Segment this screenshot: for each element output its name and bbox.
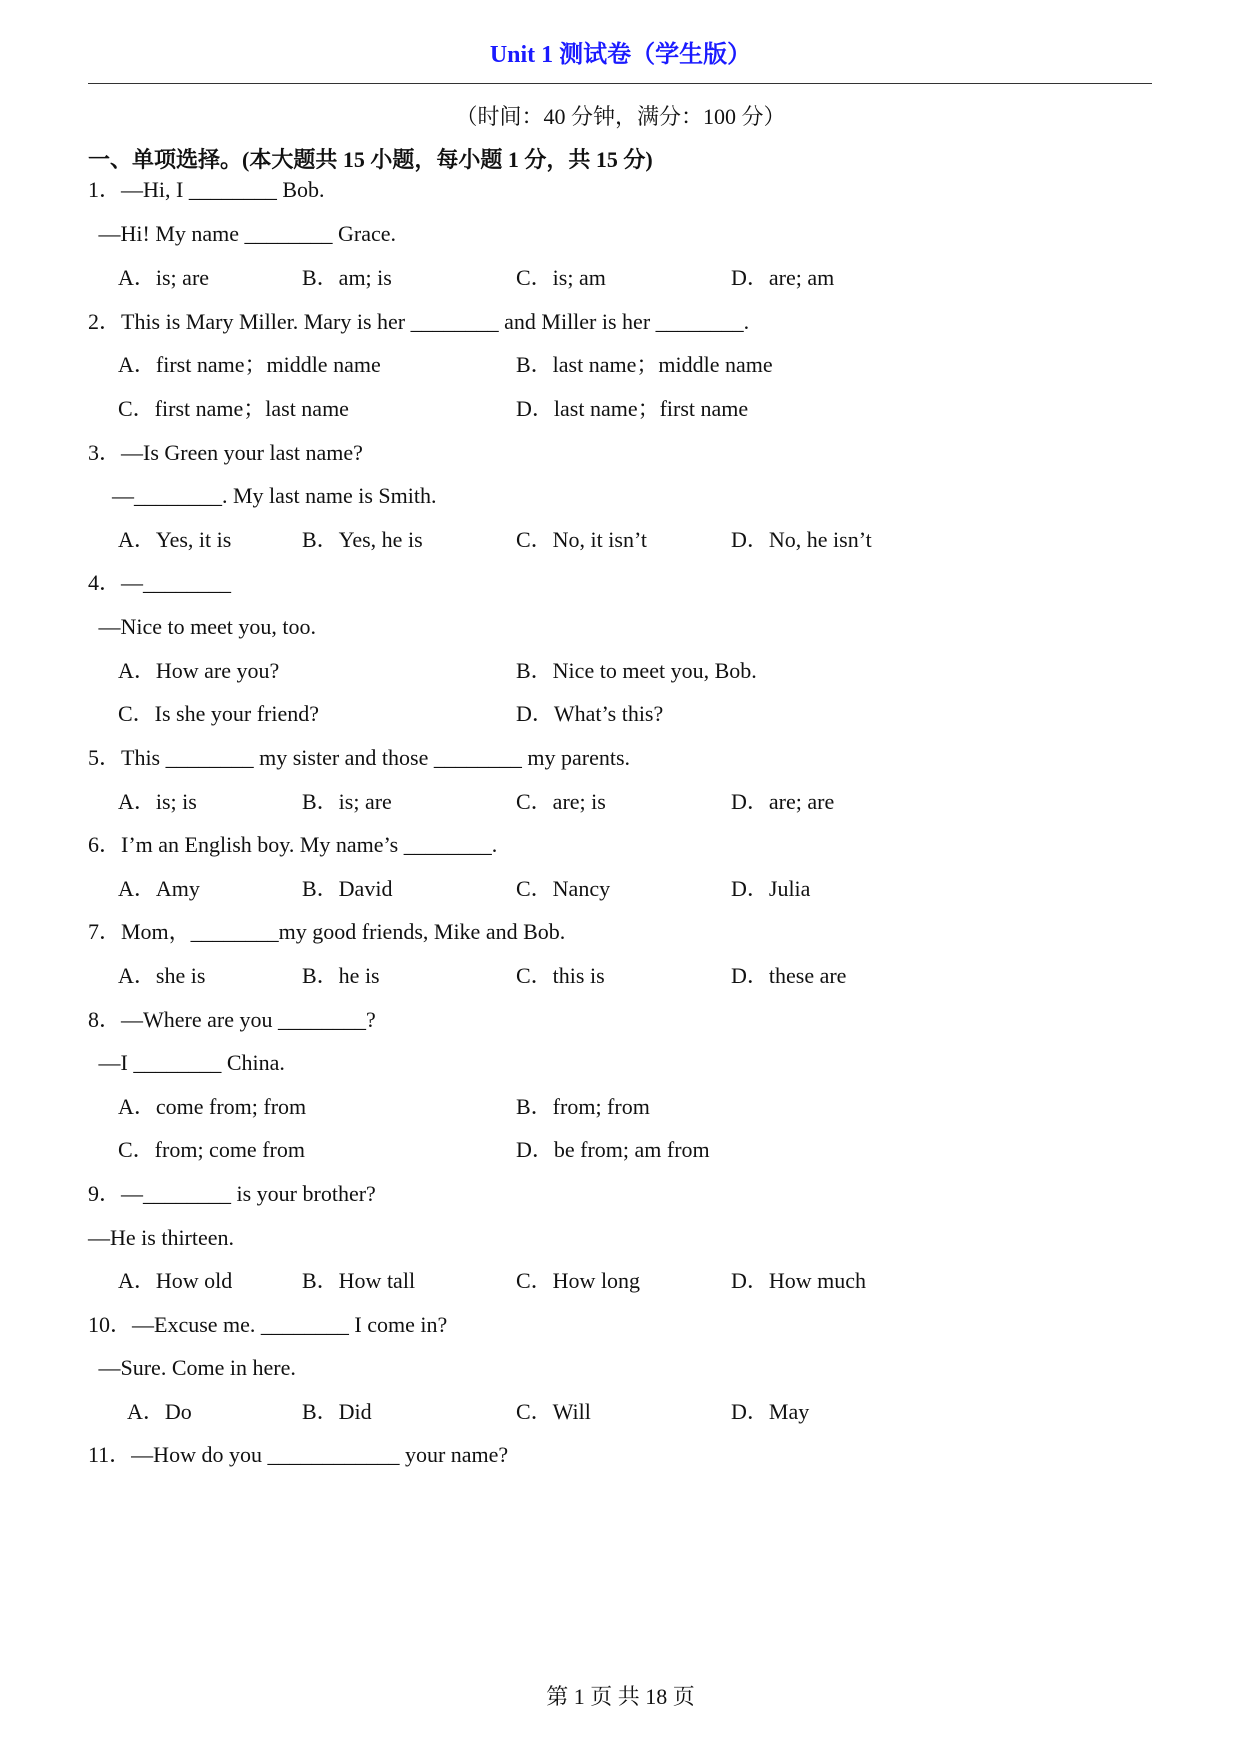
question-3-option-a: A．Yes, it is [118, 527, 232, 552]
question-2-option-d: D．last name；first name [516, 396, 749, 421]
question-8-option-c: C．from; come from [118, 1137, 305, 1162]
question-10-reply: —Sure. Come in here. [93, 1355, 296, 1380]
question-7-option-b: B．he is [302, 963, 380, 988]
question-5-option-a: A．is; is [118, 789, 197, 814]
question-4-option-a: A．How are you? [118, 658, 280, 683]
question-6-option-d: D．Julia [731, 876, 811, 901]
question-8-option-a: A．come from; from [118, 1094, 307, 1119]
question-8-option-d: D．be from; am from [516, 1137, 710, 1162]
question-3-text: 3．—Is Green your last name? [88, 440, 363, 465]
question-6-option-b: B．David [302, 876, 393, 901]
question-5-text: 5．This ________ my sister and those ________ my parents. [88, 745, 631, 770]
question-7-option-a: A．she is [118, 963, 206, 988]
question-10-option-d: D．May [731, 1399, 810, 1424]
question-4-option-c: C．Is she your friend? [118, 701, 320, 726]
question-6-option-a: A．Amy [118, 876, 200, 901]
question-1-option-c: C．is; am [516, 265, 606, 290]
question-4-option-b: B．Nice to meet you, Bob. [516, 658, 757, 683]
exam-info: （时间：40 分钟，满分：100 分） [455, 104, 786, 129]
question-5-option-c: C．are; is [516, 789, 606, 814]
question-1-reply: —Hi! My name ________ Grace. [93, 221, 397, 246]
question-3-option-c: C．No, it isn’t [516, 527, 648, 552]
question-5-option-b: B．is; are [302, 789, 392, 814]
question-1-text: 1．—Hi, I ________ Bob. [88, 177, 325, 202]
question-2-text: 2．This is Mary Miller. Mary is her ________ and Miller is her ________. [88, 309, 750, 334]
question-10-text: 10．—Excuse me. ________ I come in? [88, 1312, 448, 1337]
question-10-option-a: A．Do [127, 1399, 192, 1424]
question-9-option-c: C．How long [516, 1268, 641, 1293]
question-9-option-b: B．How tall [302, 1268, 416, 1293]
question-9-option-d: D．How much [731, 1268, 867, 1293]
question-1-option-d: D．are; am [731, 265, 835, 290]
question-4-option-d: D．What’s this? [516, 701, 664, 726]
question-8-text: 8．—Where are you ________? [88, 1007, 376, 1032]
question-10-option-b: B．Did [302, 1399, 372, 1424]
question-1-option-a: A．is; are [118, 265, 210, 290]
question-2-option-c: C．first name；last name [118, 396, 349, 421]
question-9-reply: —He is thirteen. [88, 1225, 235, 1250]
title-divider [88, 83, 1152, 84]
question-7-text: 7．Mom，________my good friends, Mike and Bob. [88, 919, 566, 944]
question-4-reply: —Nice to meet you, too. [93, 614, 317, 639]
question-3-reply: —________. My last name is Smith. [112, 483, 437, 508]
page-number: 第 1 页 共 18 页 [546, 1684, 695, 1709]
question-5-option-d: D．are; are [731, 789, 835, 814]
question-11-text: 11．—How do you ____________ your name? [88, 1442, 509, 1467]
question-10-option-c: C．Will [516, 1399, 591, 1424]
question-7-option-c: C．this is [516, 963, 605, 988]
question-3-option-d: D．No, he isn’t [731, 527, 872, 552]
question-4-text: 4．—________ [88, 570, 232, 595]
question-6-option-c: C．Nancy [516, 876, 611, 901]
document-title: Unit 1 测试卷（学生版） [489, 42, 752, 68]
question-7-option-d: D．these are [731, 963, 847, 988]
question-9-option-a: A．How old [118, 1268, 233, 1293]
section-heading: 一、单项选择。(本大题共 15 小题，每小题 1 分，共 15 分) [88, 147, 653, 172]
question-6-text: 6．I’m an English boy. My name’s ________. [88, 832, 498, 857]
question-8-option-b: B．from; from [516, 1094, 650, 1119]
question-2-option-b: B．last name；middle name [516, 352, 773, 377]
question-2-option-a: A．first name；middle name [118, 352, 381, 377]
question-3-option-b: B．Yes, he is [302, 527, 423, 552]
question-1-option-b: B．am; is [302, 265, 392, 290]
question-9-text: 9．—________ is your brother? [88, 1181, 376, 1206]
question-8-reply: —I ________ China. [93, 1050, 285, 1075]
